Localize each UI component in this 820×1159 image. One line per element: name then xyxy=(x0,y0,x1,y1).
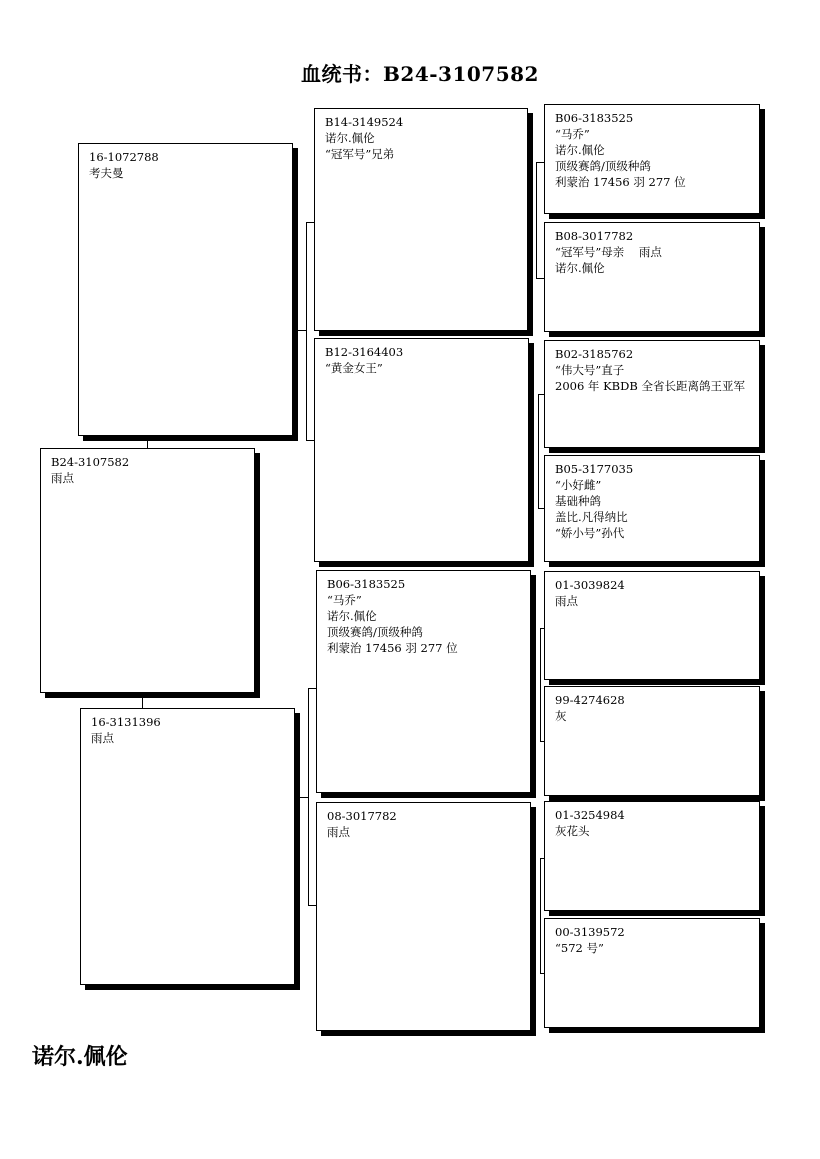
ring-number: 01-3254984 xyxy=(555,808,625,822)
sd-sire-box xyxy=(544,340,760,448)
connector xyxy=(147,436,148,448)
connector xyxy=(308,905,316,906)
ring-number: 99-4274628 xyxy=(555,693,625,707)
pigeon-note: 雨点 xyxy=(327,825,350,839)
connector xyxy=(306,222,314,223)
pigeon-note: 2006 年 KBDB 全省长距离鸽王亚军 xyxy=(555,379,745,393)
pigeon-note: 基础种鸽 xyxy=(555,494,601,508)
ring-number: 01-3039824 xyxy=(555,578,625,592)
connector xyxy=(536,162,537,278)
connector xyxy=(540,628,541,741)
ring-number: B06-3183525 xyxy=(327,577,406,591)
pigeon-note: 顶级赛鸽/顶级种鸽 xyxy=(327,625,423,639)
ds-sire-box xyxy=(544,571,760,680)
subject-box xyxy=(40,448,255,693)
ring-number: 16-1072788 xyxy=(89,150,159,164)
ring-number: 00-3139572 xyxy=(555,925,625,939)
dd-dam-box xyxy=(544,918,760,1028)
pigeon-note: “娇小号”孙代 xyxy=(555,526,625,540)
pigeon-note: 利蒙治 17456 羽 277 位 xyxy=(555,175,686,189)
pigeon-note: 利蒙治 17456 羽 277 位 xyxy=(327,641,458,655)
pigeon-note: 灰花头 xyxy=(555,824,590,838)
pigeon-note: 雨点 xyxy=(555,594,578,608)
dam-box xyxy=(80,708,295,985)
connector xyxy=(308,688,309,905)
dd-sire-box xyxy=(544,801,760,911)
pigeon-note: 诺尔.佩伦 xyxy=(555,261,605,275)
ring-number: B14-3149524 xyxy=(325,115,404,129)
pigeon-note: 考夫曼 xyxy=(89,166,124,180)
ring-number: 16-3131396 xyxy=(91,715,161,729)
connector xyxy=(306,440,314,441)
pigeon-note: 诺尔.佩伦 xyxy=(325,131,375,145)
ds-dam-box xyxy=(544,686,760,796)
ring-number: B24-3107582 xyxy=(51,455,130,469)
pigeon-note: “572 号” xyxy=(555,941,604,955)
pigeon-note: 顶级赛鸽/顶级种鸽 xyxy=(555,159,651,173)
connector xyxy=(306,222,307,440)
ring-number: B06-3183525 xyxy=(555,111,634,125)
connector xyxy=(540,858,541,973)
pigeon-note: 诺尔.佩伦 xyxy=(555,143,605,157)
page-title: 血统书：B24-3107582 xyxy=(301,62,539,86)
sire-sire-box xyxy=(314,108,528,331)
ss-dam-box xyxy=(544,222,760,332)
pigeon-note: “伟大号”直子 xyxy=(555,363,625,377)
ring-number: B12-3164403 xyxy=(325,345,404,359)
breeder-name: 诺尔.佩伦 xyxy=(32,1044,128,1070)
pigeon-note: 盖比.凡得纳比 xyxy=(555,510,628,524)
ring-number: B02-3185762 xyxy=(555,347,634,361)
pigeon-note: 雨点 xyxy=(51,471,74,485)
connector xyxy=(300,797,308,798)
connector xyxy=(298,330,306,331)
pigeon-note: “黄金女王” xyxy=(325,361,383,375)
pigeon-note: “冠军号”兄弟 xyxy=(325,147,395,161)
connector xyxy=(142,693,143,708)
pigeon-note: “冠军号”母亲 雨点 xyxy=(555,245,662,259)
sire-box xyxy=(78,143,293,436)
sd-dam-box xyxy=(544,455,760,562)
pigeon-note: “小好雌” xyxy=(555,478,602,492)
dam-dam-box xyxy=(316,802,531,1031)
pigeon-note: “马乔” xyxy=(327,593,362,607)
connector xyxy=(308,688,316,689)
ring-number: 08-3017782 xyxy=(327,809,397,823)
pigeon-note: 诺尔.佩伦 xyxy=(327,609,377,623)
ss-sire-box xyxy=(544,104,760,214)
dam-sire-box xyxy=(316,570,531,793)
connector xyxy=(538,394,539,508)
pigeon-note: 雨点 xyxy=(91,731,114,745)
connector xyxy=(536,162,544,163)
sire-dam-box xyxy=(314,338,529,562)
pigeon-note: “马乔” xyxy=(555,127,590,141)
ring-number: B05-3177035 xyxy=(555,462,634,476)
pigeon-note: 灰 xyxy=(555,709,567,723)
connector xyxy=(536,278,544,279)
ring-number: B08-3017782 xyxy=(555,229,634,243)
